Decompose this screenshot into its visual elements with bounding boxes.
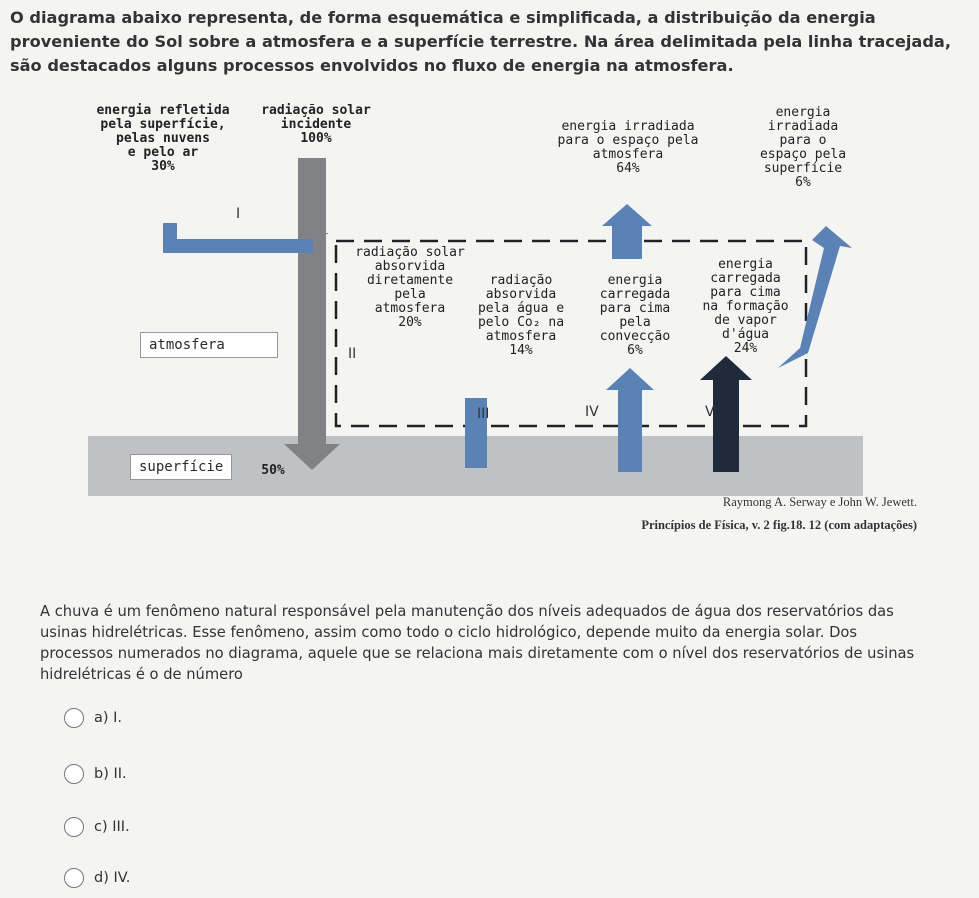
radio-d[interactable] — [64, 868, 84, 888]
intro-text: O diagrama abaixo representa, de forma esquemática e simplificada, a distribuição da energia proveniente do Sol sobre a atmosfera e a superfície terrestre. Na área delimitada pela linha tracejada, são destacados alguns processos envolvidos no fluxo de energia na atmosfera. — [10, 8, 951, 75]
credit-authors: Raymong A. Serway e John W. Jewett. — [722, 495, 917, 509]
vapor-label: energia carregada para cima na formação de vapor d'água 24% — [702, 257, 789, 356]
process-iv-marker: IV — [585, 404, 599, 420]
arrow-iii-tip — [465, 398, 487, 404]
arrow-v-shaft — [713, 378, 739, 472]
option-c-label: c) III. — [94, 819, 130, 835]
surface-label: superfície — [130, 454, 232, 480]
arrow-iv-shaft — [618, 388, 642, 472]
process-i-marker: I — [236, 206, 241, 222]
to-space-atm-label: energia irradiada para o espaço pela atmosfera 64% — [557, 119, 699, 176]
option-b[interactable] — [64, 762, 127, 786]
surface-percent: 50% — [261, 463, 285, 478]
space-arrow-shaft — [612, 224, 642, 259]
option-c[interactable] — [64, 815, 130, 839]
question-text: A chuva é um fenômeno natural responsável pela manutenção dos níveis adequados de água dos reservatórios das usinas hidrelétricas. Esse fenômeno, assim como todo o ciclo hidrológico, depende muito da energia solar. Dos processos numerados no diagrama, aquele que se relaciona mais diretamente com o nível dos reservatórios de usinas hidrelétricas é o de número — [40, 603, 915, 683]
option-a-label: a) I. — [94, 710, 123, 726]
radio-b[interactable] — [64, 764, 84, 784]
atmosphere-label: atmosfera — [140, 332, 278, 358]
space-arrow-head — [602, 204, 652, 226]
arrow-iv-head — [606, 368, 654, 390]
absorbed-direct-label: radiação solar absorvida diretamente pela atmosfera 20% — [355, 245, 465, 330]
radio-a[interactable] — [64, 708, 84, 728]
energy-diagram — [88, 98, 863, 496]
absorbed-water-label: radiação absorvida pela água e pelo Co₂ na atmosfera 14% — [477, 273, 565, 358]
to-space-surface-label: energia irradiada para o espaço pela superfície 6% — [759, 105, 847, 190]
option-d-label: d) IV. — [94, 870, 131, 886]
credit-source: Princípios de Física, v. 2 fig.18. 12 (com adaptações) — [641, 518, 917, 532]
reflected-label: energia refletida pela superfície, pelas nuvens e pelo ar 30% — [96, 103, 230, 174]
option-a[interactable] — [64, 706, 122, 730]
arrow-v-head — [700, 356, 752, 380]
option-b-label: b) II. — [94, 766, 127, 782]
process-ii-marker: II — [348, 346, 357, 362]
radio-c[interactable] — [64, 817, 84, 837]
absorbed-branch — [326, 233, 328, 234]
incident-arrow-shaft — [298, 158, 326, 448]
option-d[interactable] — [64, 866, 130, 890]
reflected-arrow-base — [163, 239, 313, 253]
process-v-marker: V — [705, 404, 715, 420]
convection-label: energia carregada para cima pela convecção 6% — [599, 273, 671, 358]
process-iii-marker: III — [477, 406, 490, 422]
incident-label: radiação solar incidente 100% — [261, 103, 371, 146]
